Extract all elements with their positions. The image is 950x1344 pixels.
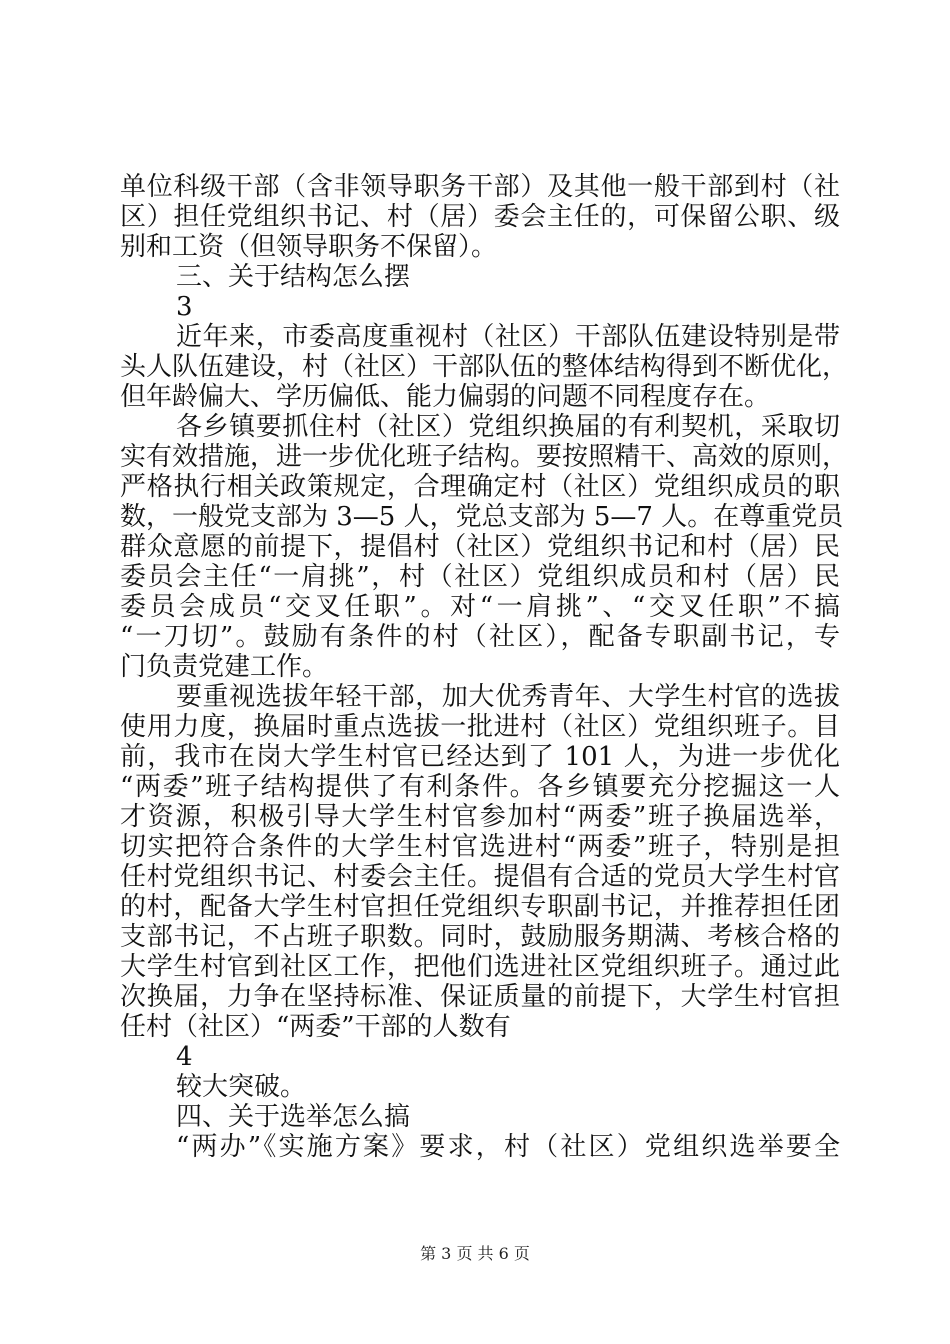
body-line: 才资源，积极引导大学生村官参加村“两委”班子换届选举， [120,802,840,832]
body-line: 的村，配备大学生村官担任党组织专职副书记，并推荐担任团 [120,892,840,922]
body-line: 次换届，力争在坚持标准、保证质量的前提下，大学生村官担 [120,982,840,1012]
body-line: 数，一般党支部为 3—5 人，党总支部为 5—7 人。在尊重党员 [120,502,844,532]
body-line: 群众意愿的前提下，提倡村（社区）党组织书记和村（居）民 [120,532,840,562]
body-line: 实有效措施，进一步优化班子结构。要按照精干、高效的原则， [120,442,849,472]
body-line: “两委”班子结构提供了有利条件。各乡镇要充分挖掘这一人 [120,772,840,802]
section-heading: 四、关于选举怎么搞 [176,1102,411,1132]
document-body [120,172,849,1162]
body-line: 较大突破。 [176,1072,307,1102]
section-heading: 三、关于结构怎么摆 [176,262,411,292]
body-line: “一刀切”。鼓励有条件的村（社区），配备专职副书记，专 [120,622,840,652]
body-line: 前，我市在岗大学生村官已经达到了 101 人，为进一步优化 [120,742,840,772]
page-number-footer: 第 3 页 共 6 页 [420,1244,530,1263]
body-line: 别和工资（但领导职务不保留）。 [120,232,498,262]
body-line: 委员会主任“一肩挑”，村（社区）党组织成员和村（居）民 [120,562,840,592]
body-line: 单位科级干部（含非领导职务干部）及其他一般干部到村（社 [120,172,840,202]
body-line: 严格执行相关政策规定，合理确定村（社区）党组织成员的职 [120,472,840,502]
page-marker: 3 [176,292,193,322]
body-line: 但年龄偏大、学历偏低、能力偏弱的问题不同程度存在。 [120,382,771,412]
body-line: 支部书记，不占班子职数。同时，鼓励服务期满、考核合格的 [120,922,840,952]
body-line: 使用力度，换届时重点选拔一批进村（社区）党组织班子。目 [120,712,840,742]
page-marker: 4 [176,1042,193,1072]
paragraph-first-line: “两办”《实施方案》要求，村（社区）党组织选举要全 [176,1132,840,1162]
paragraph-first-line: 各乡镇要抓住村（社区）党组织换届的有利契机，采取切 [176,412,840,442]
body-line: 门负责党建工作。 [120,652,329,682]
body-line: 头人队伍建设，村（社区）干部队伍的整体结构得到不断优化， [120,352,849,382]
paragraph-first-line: 近年来，市委高度重视村（社区）干部队伍建设特别是带 [176,322,840,352]
body-line: 大学生村官到社区工作，把他们选进社区党组织班子。通过此 [120,952,840,982]
body-line: 任村（社区）“两委”干部的人数有 [120,1012,511,1042]
body-line: 任村党组织书记、村委会主任。提倡有合适的党员大学生村官 [120,862,840,892]
paragraph-first-line: 要重视选拔年轻干部，加大优秀青年、大学生村官的选拔 [176,682,840,712]
body-line: 切实把符合条件的大学生村官选进村“两委”班子，特别是担 [120,832,840,862]
body-line: 区）担任党组织书记、村（居）委会主任的，可保留公职、级 [120,202,840,232]
body-line: 委员会成员“交叉任职”。对“一肩挑”、“交叉任职”不搞 [120,592,840,622]
